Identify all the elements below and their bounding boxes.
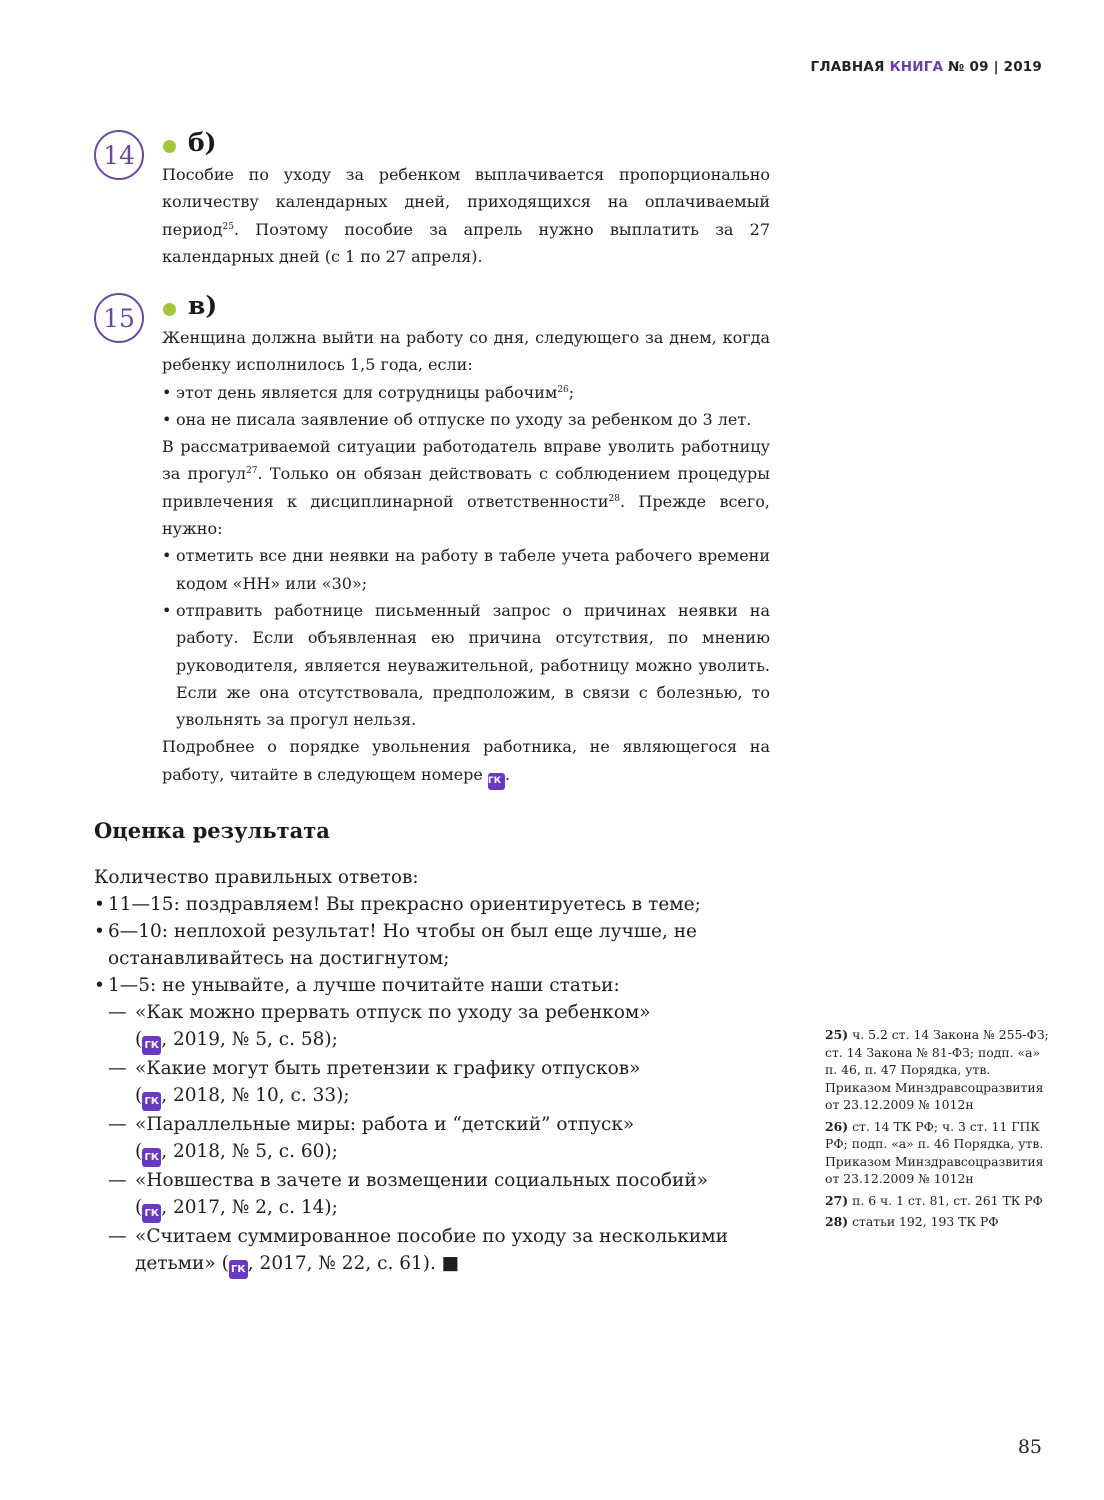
list-item: • она не писала заявление об отпуске по уходу за ребенком до 3 лет. <box>162 406 770 433</box>
outro-end: . <box>504 764 511 784</box>
result-intro: Количество правильных ответов: <box>94 867 419 888</box>
result-body <box>94 864 784 1279</box>
article-title: «Новшества в зачете и возмещении социальных пособий» <box>135 1170 708 1191</box>
outro-text: Подробнее о порядке увольнения работника, не являющегося на работу, читайте в следующем номере <box>162 737 770 784</box>
gk-logo-icon: ГК <box>488 773 505 790</box>
gk-logo-icon: ГК <box>142 1204 161 1223</box>
footnote-ref: 28 <box>608 493 620 504</box>
article-item: — «Параллельные миры: работа и “детский” отпуск» ( ГК , 2018, № 5, с. 60); <box>108 1111 784 1167</box>
gk-logo-icon: ГК <box>142 1148 161 1167</box>
footnote-ref: 27 <box>246 466 258 477</box>
list-item: • отправить работнице письменный запрос о причинах неявки на работу. Если объявленная ею причина отсутствия, по мнению руководителя, является неуважительной, работницу можно уволить. Если же она отсутствовала, предположим, в связи с болезнью, то увольнять за прогул нельзя. <box>162 597 770 733</box>
list-item <box>162 379 770 406</box>
article-item: — «Считаем суммированное пособие по уходу за несколькими детьми» ( ГК , 2017, № 22, с. 61). ■ <box>108 1223 784 1279</box>
question-15-badge <box>94 293 144 343</box>
paragraph-text-b: . Только он обязан действовать с соблюдением процедуры привлечения к дисциплинарной ответственности <box>162 464 770 511</box>
answer-dot-icon <box>163 303 176 316</box>
list-item: • 11—15: поздравляем! Вы прекрасно ориентируетесь в теме; <box>94 891 784 918</box>
footnote-text: статьи 192, 193 ТК РФ <box>852 1214 999 1229</box>
article-title: «Как можно прервать отпуск по уходу за ребенком» <box>135 1002 651 1023</box>
article-title: «Какие могут быть претензии к графику отпусков» <box>135 1058 641 1079</box>
section-title: Оценка результата <box>94 818 330 843</box>
footnote-number: 28) <box>825 1214 849 1229</box>
list-item: • отметить все дни неявки на работу в табеле учета рабочего времени кодом «НН» или «30»; <box>162 542 770 597</box>
answer-15-letter: в) <box>188 291 218 320</box>
question-14-badge <box>94 130 144 180</box>
brand-part1: ГЛАВНАЯ <box>810 59 885 75</box>
footnote-text: п. 6 ч. 1 ст. 81, ст. 261 ТК РФ <box>852 1192 1043 1208</box>
article-item: — «Новшества в зачете и возмещении социальных пособий» ( ГК , 2017, № 2, с. 14); <box>108 1167 784 1223</box>
condition-1-text: этот день является для сотрудницы рабочим <box>176 382 558 402</box>
list-item: • 6—10: неплохой результат! Но чтобы он был еще лучше, не останавливайтесь на достигнутом; <box>94 918 784 972</box>
footnote-number: 25) <box>825 1027 849 1042</box>
paragraph-text-c: . Прежде всего, нужно: <box>162 491 770 539</box>
answer-14-text <box>162 161 770 270</box>
result-list <box>94 891 784 1279</box>
footnote-ref: 26 <box>557 384 569 395</box>
answer-15-outro <box>162 733 770 789</box>
steps-list <box>162 542 770 733</box>
article-ref: , 2017, № 2, с. 14); <box>161 1197 338 1218</box>
article-item: — «Какие могут быть претензии к графику отпусков» ( ГК , 2018, № 10, с. 33); <box>108 1055 784 1111</box>
gk-logo-icon: ГК <box>142 1036 161 1055</box>
footnotes <box>825 1026 1050 1235</box>
articles-list <box>108 999 784 1279</box>
footnote-number: 26) <box>825 1118 849 1134</box>
article-ref: , 2019, № 5, с. 58); <box>161 1029 338 1050</box>
condition-1-end: ; <box>568 382 575 402</box>
footnote-item <box>825 1213 1050 1231</box>
issue-label: № 09 | 2019 <box>948 59 1042 75</box>
running-header <box>811 59 1042 75</box>
answer-dot-icon <box>163 140 176 153</box>
article-ref: , 2018, № 10, с. 33); <box>161 1085 350 1106</box>
article-ref: , 2018, № 5, с. 60); <box>161 1141 338 1162</box>
footnote-item <box>825 1026 1050 1114</box>
result-r3-text: 1—5: не унывайте, а лучше почитайте наши статьи: <box>108 975 620 996</box>
list-item <box>94 972 784 1279</box>
question-14-number: 14 <box>103 140 135 170</box>
article-title: «Параллельные миры: работа и “детский” отпуск» <box>135 1114 635 1135</box>
conditions-list <box>162 379 770 434</box>
answer-15-paragraph <box>162 433 770 542</box>
paragraph-text-a: В рассматриваемой ситуации работодатель вправе уволить работницу за прогул <box>162 437 770 484</box>
footnote-item <box>825 1192 1050 1210</box>
gk-logo-icon: ГК <box>142 1092 161 1111</box>
question-15-number: 15 <box>103 303 135 333</box>
article-item: — «Как можно прервать отпуск по уходу за ребенком» ( ГК , 2019, № 5, с. 58); <box>108 999 784 1055</box>
article-ref: , 2017, № 22, с. 61). ■ <box>247 1253 460 1274</box>
answer-15-intro: Женщина должна выйти на работу со дня, следующего за днем, когда ребенку исполнилось 1,5 года, если: <box>162 328 770 375</box>
footnote-ref: 25 <box>222 221 234 232</box>
footnote-number: 27) <box>825 1192 849 1208</box>
footnote-text: ст. 14 ТК РФ; ч. 3 ст. 11 ГПК РФ; подп. «а» п. 46 Порядка, утв. Приказом Минздравсоцразвития от 23.12.2009 № 1012н <box>825 1118 1044 1186</box>
answer-14-text-a: Пособие по уходу за ребенком выплачивается пропорционально количеству календарных дней, приходящихся на оплачиваемый период <box>162 165 770 239</box>
footnote-text: ч. 5.2 ст. 14 Закона № 255-ФЗ; ст. 14 Закона № 81-ФЗ; подп. «а» п. 46, п. 47 Порядка, утв. Приказом Минздравсоцразвития от 23.12.2009 № 1012н <box>825 1027 1049 1112</box>
answer-14-text-b: . Поэтому пособие за апрель нужно выплатить за 27 календарных дней (с 1 по 27 апреля). <box>162 219 770 266</box>
answer-14-body <box>162 161 770 270</box>
page-number: 85 <box>1017 1436 1042 1458</box>
footnote-item <box>825 1118 1050 1188</box>
answer-14-letter: б) <box>188 128 217 157</box>
answer-15-body <box>162 324 770 790</box>
gk-logo-icon: ГК <box>229 1260 248 1279</box>
brand-part2: КНИГА <box>889 59 944 75</box>
article-title: «Считаем суммированное пособие по уходу за несколькими детьми» <box>135 1226 728 1274</box>
